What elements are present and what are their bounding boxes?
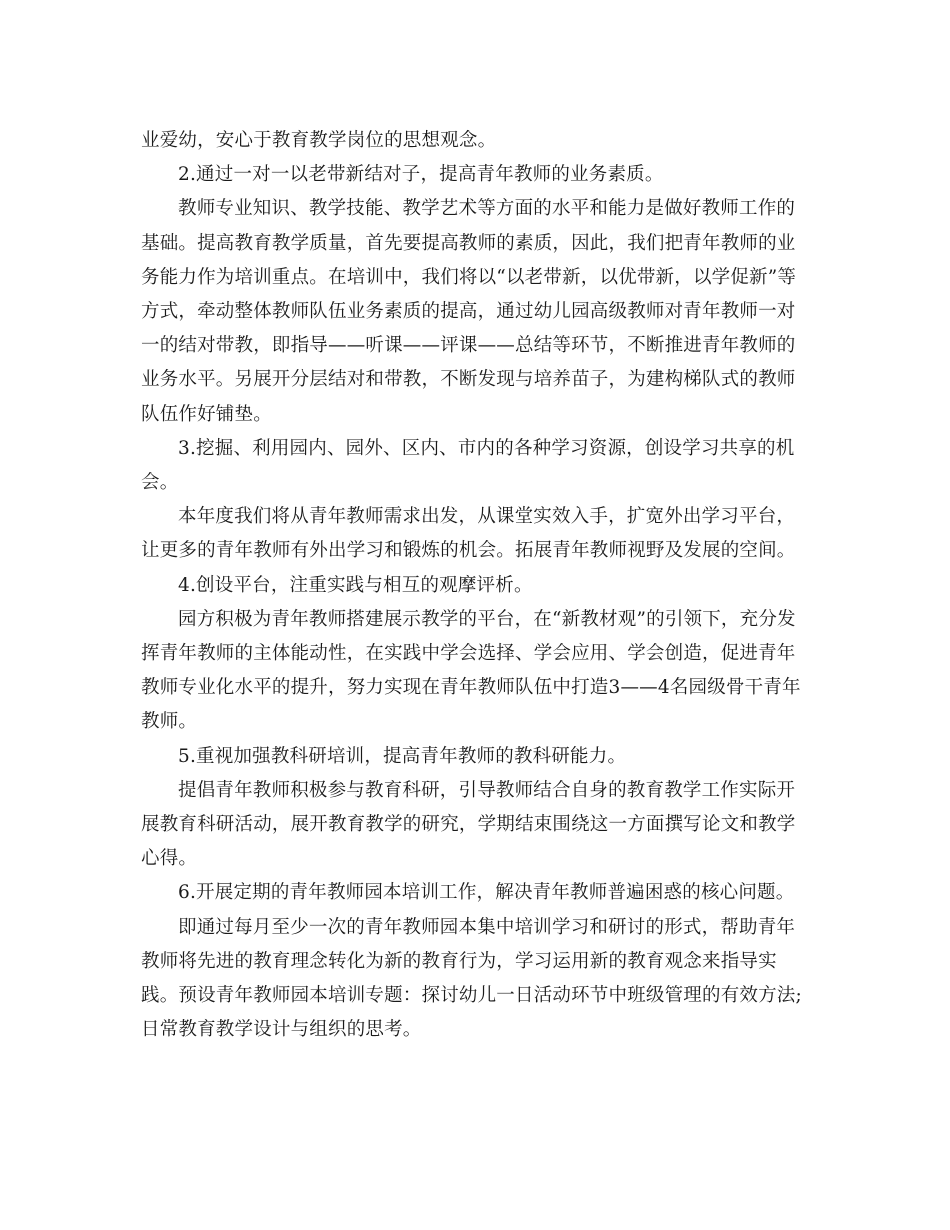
document-body bbox=[141, 124, 809, 1047]
text-line: 即通过每月至少一次的青年教师园本集中培训学习和研讨的形式，帮助青年 bbox=[178, 916, 796, 938]
text-line: 业务水平。另展开分层结对和带教，不断发现与培养苗子，为建构梯队式的教师 bbox=[141, 369, 796, 391]
text-line: 教师。 bbox=[141, 711, 198, 733]
paragraph-3 bbox=[141, 192, 809, 431]
paragraph-6-heading bbox=[141, 569, 809, 603]
text-line: 5.重视加强教科研培训，提高青年教师的教科研能力。 bbox=[178, 745, 627, 767]
text-line: 心得。 bbox=[141, 848, 198, 870]
text-line: 基础。提高教育教学质量，首先要提高教师的素质，因此，我们把青年教师的业 bbox=[141, 232, 796, 254]
text-line: 日常教育教学设计与组织的思考。 bbox=[141, 1019, 422, 1041]
text-line: 6.开展定期的青年教师园本培训工作，解决青年教师普遍困惑的核心问题。 bbox=[178, 882, 795, 904]
text-line: 践。预设青年教师园本培训专题：探讨幼儿一日活动环节中班级管理的有效方法; bbox=[141, 985, 802, 1007]
text-line: 3.挖掘、利用园内、园外、区内、市内的各种学习资源，创设学习共享的机 bbox=[178, 437, 795, 459]
text-line: 展教育科研活动，展开教育教学的研究，学期结束围绕这一方面撰写论文和教学 bbox=[141, 814, 796, 836]
text-line: 会。 bbox=[141, 472, 179, 494]
text-line: 教师专业化水平的提升，努力实现在青年教师队伍中打造3——4名园级骨干青年 bbox=[141, 677, 801, 699]
text-line: 4.创设平台，注重实践与相互的观摩评析。 bbox=[178, 574, 533, 596]
text-line: 业爱幼，安心于教育教学岗位的思想观念。 bbox=[141, 130, 497, 151]
text-line: 提倡青年教师积极参与教育科研，引导教师结合自身的教育教学工作实际开 bbox=[178, 779, 796, 801]
paragraph-9 bbox=[141, 774, 809, 877]
paragraph-4-heading bbox=[141, 432, 809, 500]
text-line: 教师将先进的教育理念转化为新的教育行为，学习运用新的教育观念来指导实 bbox=[141, 950, 777, 972]
text-line: 挥青年教师的主体能动性，在实践中学会选择、学会应用、学会创造，促进青年 bbox=[141, 643, 796, 665]
text-line: 2.通过一对一以老带新结对子，提高青年教师的业务素质。 bbox=[178, 164, 664, 186]
paragraph-5 bbox=[141, 500, 809, 568]
text-line: 让更多的青年教师有外出学习和锻炼的机会。拓展青年教师视野及发展的空间。 bbox=[141, 540, 796, 562]
text-line: 教师专业知识、教学技能、教学艺术等方面的水平和能力是做好教师工作的 bbox=[178, 198, 796, 220]
text-line: 一的结对带教，即指导——听课——评课——总结等环节，不断推进青年教师的 bbox=[141, 335, 796, 357]
paragraph-8-heading bbox=[141, 740, 809, 774]
paragraph-1 bbox=[141, 124, 809, 158]
text-line: 队伍作好铺垫。 bbox=[141, 403, 272, 425]
paragraph-7 bbox=[141, 603, 809, 740]
text-line: 本年度我们将从青年教师需求出发，从课堂实效入手，扩宽外出学习平台， bbox=[178, 506, 796, 528]
text-line: 方式，牵动整体教师队伍业务素质的提高，通过幼儿园高级教师对青年教师一对 bbox=[141, 301, 796, 323]
text-line: 务能力作为培训重点。在培训中，我们将以“以老带新，以优带新，以学促新”等 bbox=[141, 266, 797, 288]
paragraph-2-heading bbox=[141, 158, 809, 192]
paragraph-11 bbox=[141, 911, 809, 1048]
text-line: 园方积极为青年教师搭建展示教学的平台，在“新教材观”的引领下，充分发 bbox=[178, 608, 796, 630]
paragraph-10-heading bbox=[141, 876, 809, 910]
